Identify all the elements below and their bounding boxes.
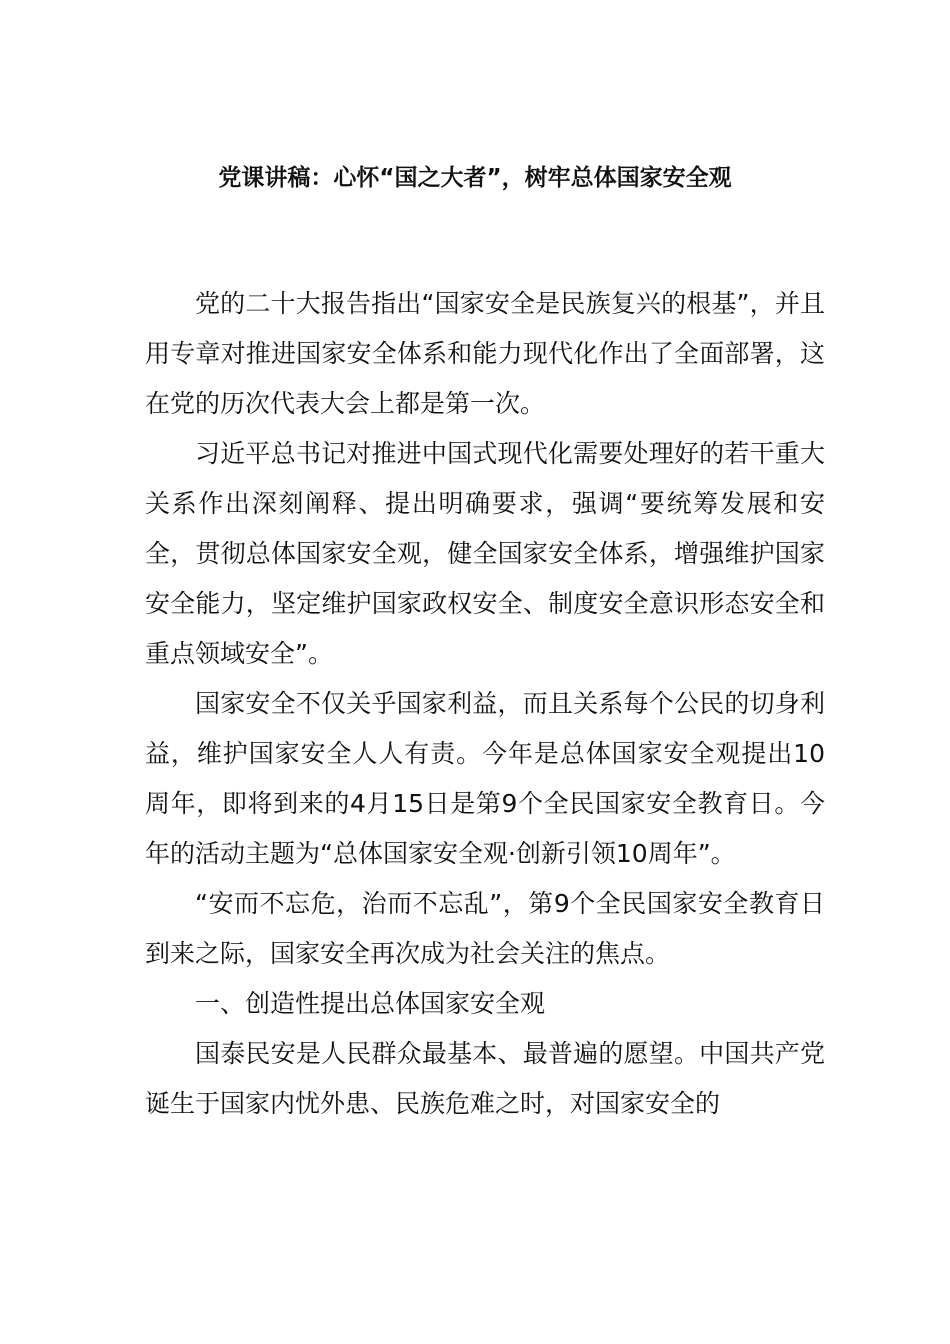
paragraph-3: 国家安全不仅关乎国家利益，而且关系每个公民的切身利益，维护国家安全人人有责。今年是总体国家安全观提出10周年，即将到来的4月15日是第9个全民国家安全教育日。今年的活动主题为“总体国家安全观·创新引领10周年”。 bbox=[145, 689, 825, 868]
section-heading-1: 一、创造性提出总体国家安全观 bbox=[195, 989, 546, 1018]
document-title: 党课讲稿：心怀“国之大者”，树牢总体国家安全观 bbox=[218, 165, 732, 191]
paragraph-1: 党的二十大报告指出“国家安全是民族复兴的根基”，并且用专章对推进国家安全体系和能力现代化作出了全面部署，这在党的历次代表大会上都是第一次。 bbox=[145, 289, 825, 418]
paragraph-4: “安而不忘危，治而不忘乱”，第9个全民国家安全教育日到来之际，国家安全再次成为社会关注的焦点。 bbox=[145, 889, 825, 968]
document-body bbox=[145, 279, 825, 1129]
paragraph-2: 习近平总书记对推进中国式现代化需要处理好的若干重大关系作出深刻阐释、提出明确要求，强调“要统筹发展和安全，贯彻总体国家安全观，健全国家安全体系，增强维护国家安全能力，坚定维护国家政权安全、制度安全意识形态安全和重点领域安全”。 bbox=[145, 439, 825, 668]
paragraph-5: 国泰民安是人民群众最基本、最普遍的愿望。中国共产党诞生于国家内忧外患、民族危难之时，对国家安全的 bbox=[145, 1039, 825, 1118]
